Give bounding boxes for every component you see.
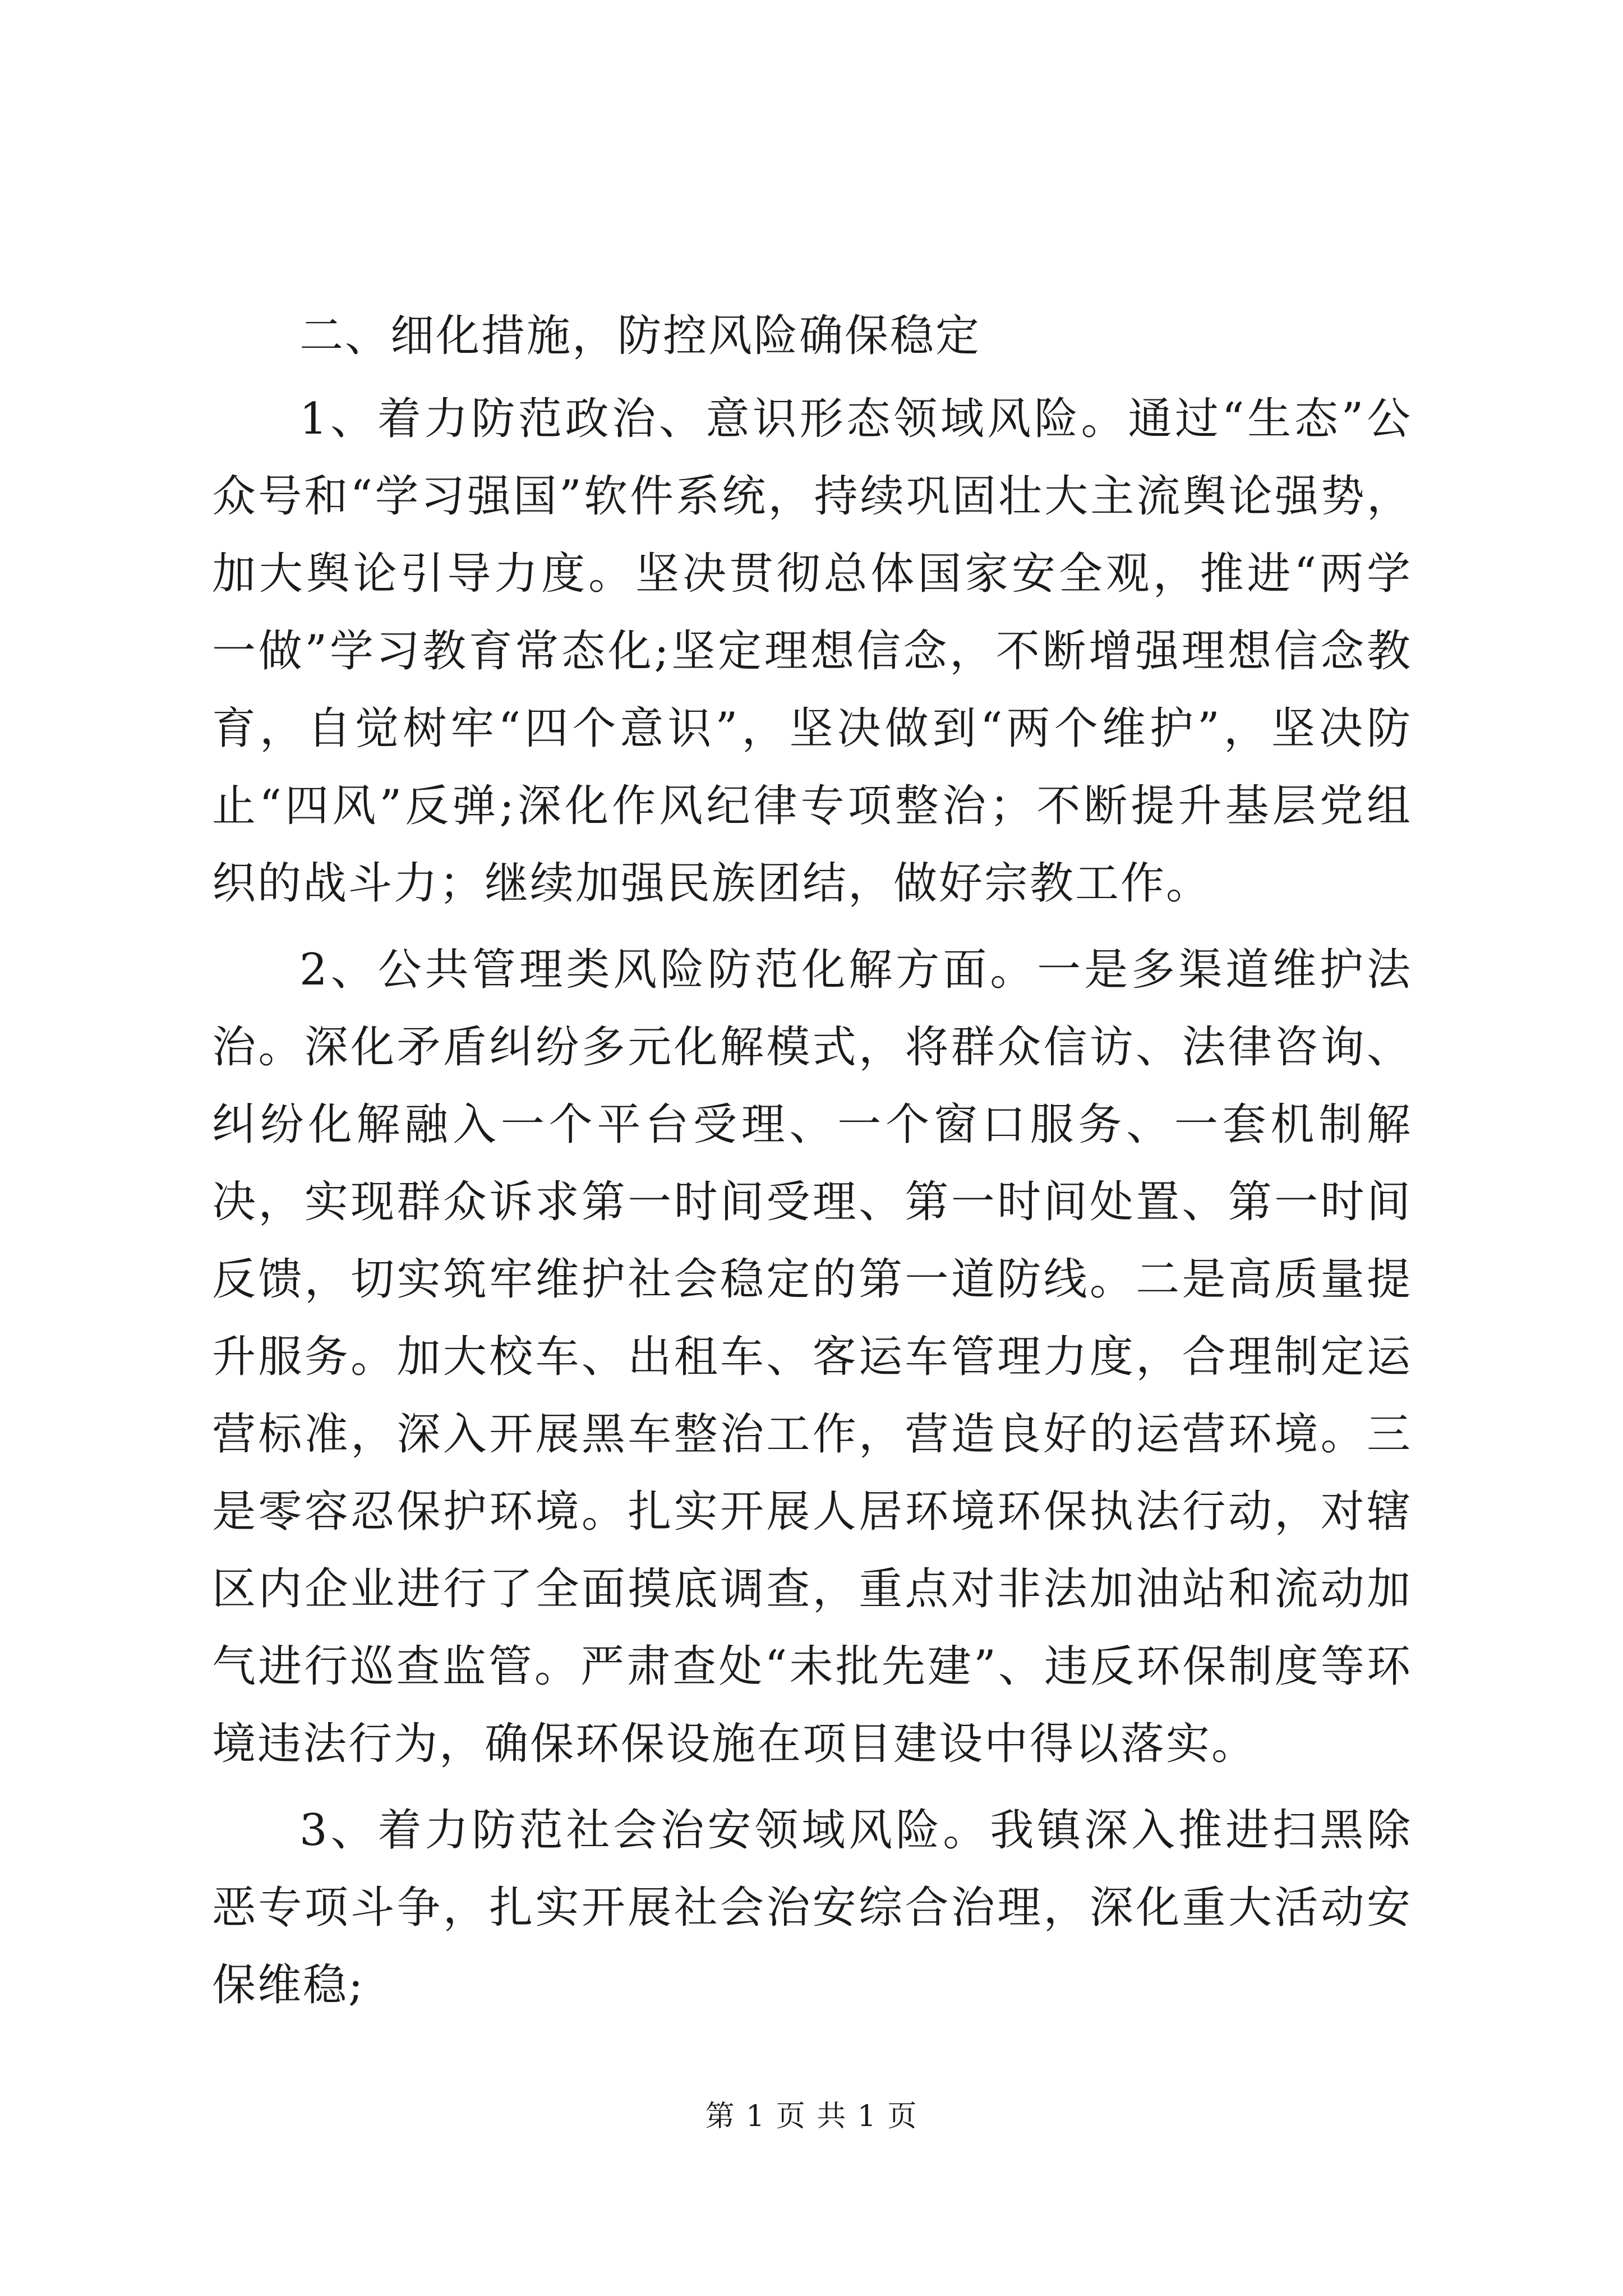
paragraph-1: 1、着力防范政治、意识形态领域风险。通过“生态”公众号和“学习强国”软件系统，持续巩固壮大主流舆论强势，加大舆论引导力度。坚决贯彻总体国家安全观，推进“两学一做”学习教育常态化;坚定理想信念，不断增强理想信念教育，自觉树牢“四个意识”，坚决做到“两个维护”，坚决防止“四风”反弹;深化作风纪律专项整治；不断提升基层党组织的战斗力；继续加强民族团结，做好宗教工作。: [212, 394, 1412, 909]
page-footer: 第 1 页 共 1 页: [705, 2100, 918, 2133]
document-body: [212, 297, 1412, 2033]
section-heading: 二、细化措施，防控风险确保稳定: [299, 311, 981, 361]
paragraph-2: 2、公共管理类风险防范化解方面。一是多渠道维护法治。深化矛盾纠纷多元化解模式，将群众信访、法律咨询、纠纷化解融入一个平台受理、一个窗口服务、一套机制解决，实现群众诉求第一时间受理、第一时间处置、第一时间反馈，切实筑牢维护社会稳定的第一道防线。二是高质量提升服务。加大校车、出租车、客运车管理力度，合理制定运营标准，深入开展黑车整治工作，营造良好的运营环境。三是零容忍保护环境。扎实开展人居环境环保执法行动，对辖区内企业进行了全面摸底调查，重点对非法加油站和流动加气进行巡查监管。严肃查处“未批先建”、违反环保制度等环境违法行为，确保环保设施在项目建设中得以落实。: [212, 945, 1412, 1769]
paragraph-3: 3、着力防范社会治安领域风险。我镇深入推进扫黑除恶专项斗争，扎实开展社会治安综合治理，深化重大活动安保维稳;: [212, 1805, 1412, 2010]
